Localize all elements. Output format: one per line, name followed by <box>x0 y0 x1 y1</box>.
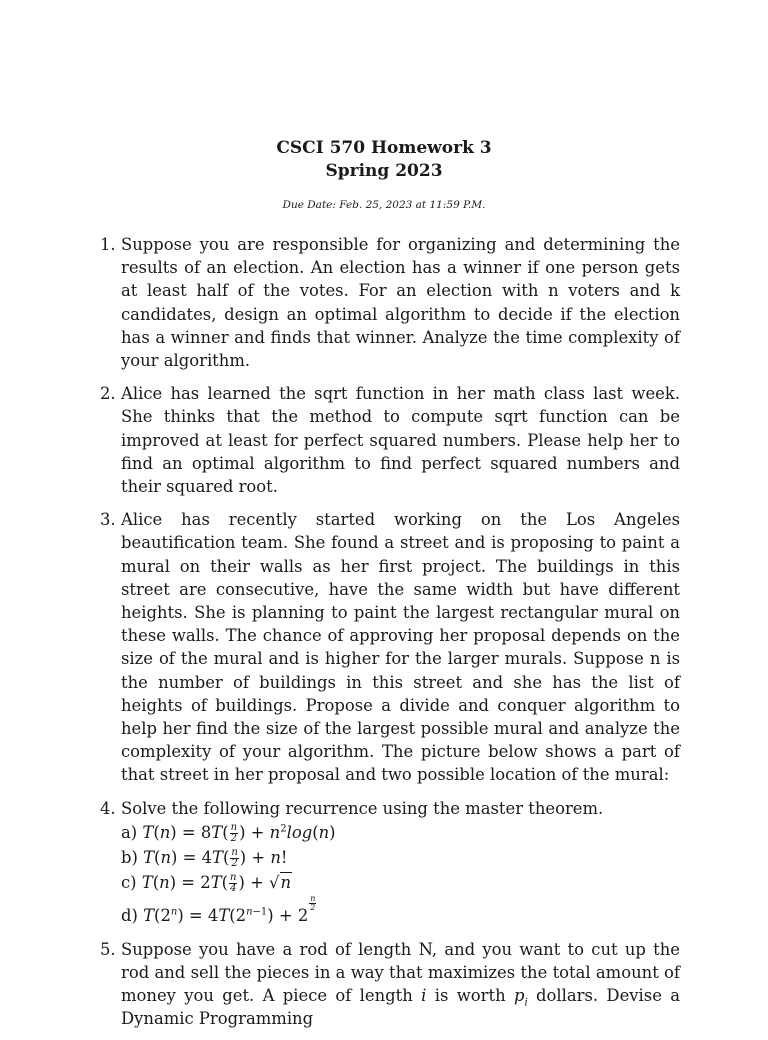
variable-i: i <box>421 986 427 1006</box>
variable-p: p <box>513 986 525 1006</box>
recurrence-b-formula: T(n) = 4T( $\frac{n}{2}$ ) + n! <box>143 846 288 869</box>
problem-5: 5. Suppose you have a rod of length N, and you want to cut up the rod and sell the pieces in a way that maximizes the total amount of money you get. A piece of length i is worth $p_i$ dollars. Devise a Dynamic Programming <box>100 939 680 1029</box>
page-term: Spring 2023 <box>325 161 443 181</box>
due-date: Due Date: Feb. 25, 2023 at 11:59 P.M. <box>282 199 486 211</box>
recurrence-a-formula: T(n) = 8T( $\frac{n}{2}$ ) + $n^2\log(n)$ <box>142 821 336 844</box>
problem-number: 3. <box>100 510 116 530</box>
problem-number: 4. <box>100 798 116 818</box>
problem-text: Alice has learned the sqrt function in her math class last week. She thinks that the method to compute sqrt function can be improved at least for perfect squared numbers. Please help her to find an optimal algorithm to find perfect squared numbers and their squared root. <box>121 384 680 497</box>
problem-list <box>94 233 680 1040</box>
problem-text: Solve the following recurrence using the master theorem. <box>121 798 604 818</box>
problem-4 <box>94 797 680 928</box>
problem-number: 2. <box>100 384 116 404</box>
problem-2 <box>94 382 680 498</box>
recurrence-b: b) T(n) = 4T( $\frac{n}{2}$ ) + n! <box>121 846 288 869</box>
problem-text: Alice has recently started working on the Los Angeles beautification team. She found a street and is proposing to paint a mural on their walls as her first project. The buildings in this street are consecutive, have the same width but have different heights. She is planning to paint the largest rectangular mural on these walls. The chance of approving her proposal depends on the size of the mural and is higher for the larger murals. Suppose n is the number of buildings in this street and she has the list of heights of buildings. Propose a divide and conquer algorithm to help her find the size of the largest possible mural and analyze the complexity of your algorithm. The picture below shows a part of that street in her proposal and two possible location of the mural: <box>121 510 680 785</box>
page-title: CSCI 570 Homework 3 <box>276 138 492 158</box>
problem-text: Suppose you have a rod of length N, and you want to cut up the rod and sell the pieces in a way that maximizes the total amount of money you get. A piece of length <box>121 939 680 1006</box>
recurrence-c: c) T(n) = 2T( $\frac{n}{4}$ ) + √n <box>121 871 292 894</box>
problem-3 <box>94 508 680 786</box>
problem-number: 1. <box>100 235 116 254</box>
problem-text: Suppose you are responsible for organizing and determining the results of an election. An election has a winner if one person gets at least half of the votes. For an election with n voters and k candidates, design an optimal algorithm to decide if the election has a winner and finds that winner. Analyze the time complexity of your algorithm. <box>121 235 680 371</box>
recurrence-d: d) $T(2^n) = 4T(2^{n-1}) + 2$ $^{\frac{n}{2}}$ <box>121 893 316 925</box>
recurrence-d-formula: $T(2^n) = 4T(2^{n-1}) + 2$ $^{\frac{n}{2}}$ <box>143 893 316 925</box>
recurrence-a: a) T(n) = 8T( $\frac{n}{2}$ ) + $n^2\log(n)$ <box>121 821 336 844</box>
problem-1 <box>94 233 680 372</box>
problem-number: 5. <box>100 939 116 959</box>
recurrence-c-formula: T(n) = 2T( $\frac{n}{4}$ ) + √n <box>141 871 292 894</box>
